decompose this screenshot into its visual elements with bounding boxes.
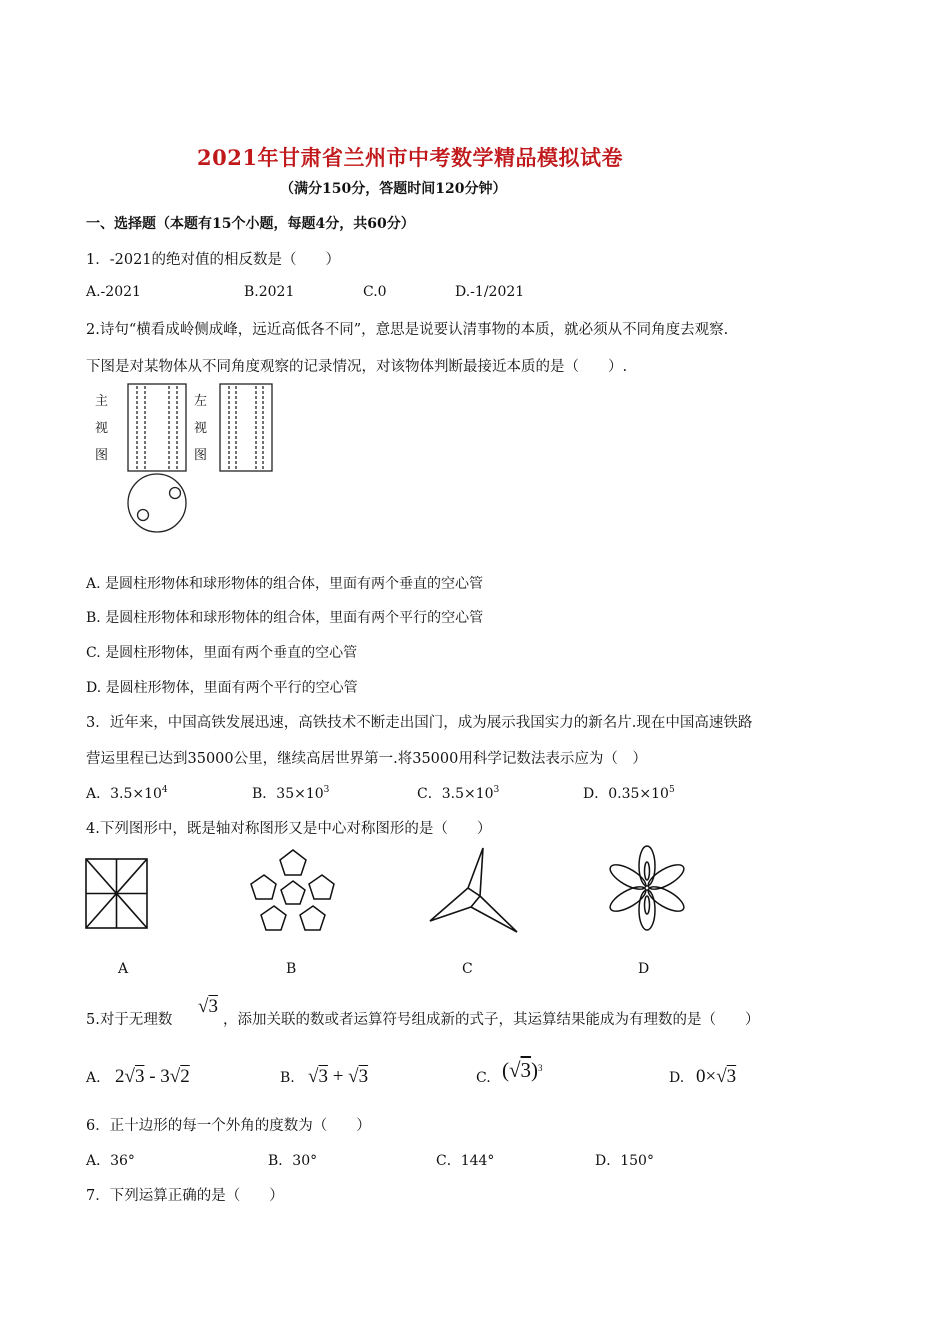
q6-option-d: D．150°: [595, 1153, 654, 1169]
question-2-line-2: 下图是对某物体从不同角度观察的记录情况，对该物体判断最接近本质的是（ ）.: [86, 359, 628, 375]
q5-option-b-expression: √3 + √3: [308, 1066, 369, 1087]
q1-option-c: C.0: [363, 284, 387, 300]
question-1: 1．-2021的绝对值的相反数是（ ）: [86, 252, 341, 268]
q4-label-b: B: [286, 961, 297, 977]
q6-option-b: B．30°: [268, 1153, 318, 1169]
q4-label-d: D: [638, 961, 650, 977]
q4-label-a: A: [118, 961, 129, 977]
left-view-label: 左 视 图: [194, 394, 208, 463]
q3-option-c: C．$3.5\times 10^3$: [417, 785, 500, 802]
question-3-line-1: 3．近年来，中国高铁发展迅速，高铁技术不断走出国门，成为展示我国实力的新名片.现在中国高速铁路: [86, 715, 753, 731]
page-title: 2021年甘肃省兰州市中考数学精品模拟试卷: [197, 145, 623, 170]
q2-option-d: D. 是圆柱形物体，里面有两个平行的空心管: [86, 680, 358, 696]
q4-figure-b-pentagons: [251, 850, 334, 930]
q1-option-b: B.2021: [244, 284, 295, 300]
q4-figure-a-pinwheel: [86, 859, 147, 928]
q5-option-b-letter: B.: [280, 1070, 295, 1086]
q6-option-a: A．36°: [86, 1153, 135, 1169]
q5-option-d-expression: 0×√3: [696, 1066, 737, 1087]
question-5-text-after: ，添加关联的数或者运算符号组成新的式子，其运算结果能成为有理数的是（ ）: [223, 1012, 760, 1028]
front-view-label: 主 视 图: [95, 394, 109, 463]
q6-option-c: C．144°: [436, 1153, 495, 1169]
q4-label-c: C: [462, 961, 473, 977]
q3-option-a: A．$3.5\times 10^4$: [86, 785, 168, 802]
q1-option-d: D.-1/2021: [455, 284, 525, 300]
q3-option-b: B．$35\times 10^3$: [252, 785, 330, 802]
question-2-line-1: 2.诗句“横看成岭侧成峰，远近高低各不同”，意思是说要认清事物的本质，就必须从不同角度去观察.: [86, 322, 729, 338]
q5-option-a-letter: A.: [86, 1070, 101, 1086]
q5-option-c-expression: $(√3)^3$: [502, 1058, 543, 1082]
q3-option-d: D．$0.35\times 10^5$: [583, 785, 675, 802]
q1-option-a: A.-2021: [86, 284, 141, 300]
q4-figure-c-three-pointed-star: [430, 848, 517, 932]
q5-option-d-letter: D.: [669, 1070, 685, 1086]
q2-option-c: C. 是圆柱形物体，里面有两个垂直的空心管: [86, 645, 358, 661]
page-subtitle: （满分150分，答题时间120分钟）: [280, 181, 507, 197]
question-4: 4.下列图形中，既是轴对称图形又是中心对称图形的是（ ）: [86, 821, 492, 837]
question-7: 7．下列运算正确的是（ ）: [86, 1188, 284, 1204]
q5-radical-3: √3: [198, 996, 218, 1017]
question-6: 6．正十边形的每一个外角的度数为（ ）: [86, 1118, 371, 1134]
question-5-text-before: 5.对于无理数: [86, 1012, 173, 1028]
q2-option-b: B. 是圆柱形物体和球形物体的组合体，里面有两个平行的空心管: [86, 610, 484, 626]
q4-figure-d-flower: [607, 846, 688, 930]
section-heading: 一、选择题（本题有15个小题，每题4分，共60分）: [86, 216, 415, 232]
q5-option-c-letter: C.: [476, 1070, 491, 1086]
question-3-line-2: 营运里程已达到35000公里，继续高居世界第一.将35000用科学记数法表示应为（ ）: [86, 751, 647, 767]
q2-option-a: A. 是圆柱形物体和球形物体的组合体，里面有两个垂直的空心管: [86, 576, 484, 592]
q5-option-a-expression: 2√3 - 3√2: [115, 1066, 190, 1087]
